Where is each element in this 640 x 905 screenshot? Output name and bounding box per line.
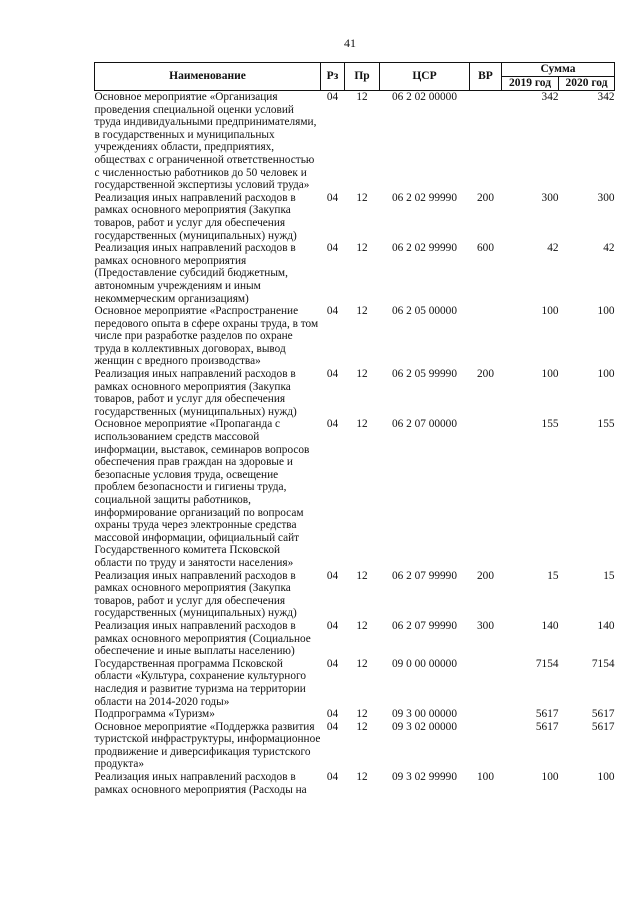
table-row [95, 620, 615, 658]
row-vr [470, 658, 502, 708]
row-vr: 200 [477, 368, 494, 381]
row-rz: 04 [326, 657, 339, 670]
row-csr: 09 3 02 00000 [392, 720, 457, 733]
row-pr: 12 [356, 368, 368, 381]
row-2020: 5617 [591, 708, 615, 721]
row-csr: 09 0 00 00000 [392, 657, 457, 670]
row-vr [470, 305, 502, 368]
row-pr: 12 [356, 771, 368, 784]
row-csr: 06 2 05 00000 [392, 305, 457, 318]
header-2019: 2019 год [502, 77, 559, 91]
row-csr: 06 2 02 99990 [392, 191, 457, 204]
row-2019: 15 [547, 569, 559, 582]
row-rz: 04 [326, 242, 339, 255]
table-row [95, 242, 615, 305]
row-csr: 09 3 00 00000 [392, 708, 457, 721]
row-vr: 600 [477, 242, 494, 255]
row-vr [470, 418, 502, 569]
row-2020: 100 [597, 771, 615, 784]
row-name: Реализация иных направлений расходов в рамках основного мероприятия (Закупка товаров, работ и услуг для обеспечения государственных (муниципальных) нужд) [94, 569, 297, 620]
row-2020: 100 [597, 305, 615, 318]
row-rz: 04 [326, 191, 339, 204]
row-rz: 04 [326, 91, 339, 103]
row-csr: 06 2 07 99990 [392, 619, 457, 632]
row-2019: 7154 [535, 657, 559, 670]
page-number: 41 [344, 36, 356, 50]
row-2020: 15 [603, 569, 615, 582]
row-name: Реализация иных направлений расходов в рамках основного мероприятия (Закупка товаров, работ и услуг для обеспечения государственных (муниципальных) нужд) [94, 368, 297, 418]
row-2019: 5617 [535, 720, 559, 733]
row-rz: 04 [326, 418, 339, 431]
row-rz: 04 [326, 771, 339, 784]
row-name: Реализация иных направлений расходов в рамках основного мероприятия (Предоставление субсидий бюджетным, автономным учреждениям и иным некоммерческим организациям) [94, 242, 296, 305]
row-pr: 12 [356, 242, 368, 255]
row-csr: 09 3 02 99990 [392, 771, 457, 784]
header-pr: Пр [345, 63, 380, 91]
row-name: Основное мероприятие «Поддержка развития туристской инфраструктуры, информационное продвижение и диверсификация туристского продукта» [94, 720, 321, 771]
row-pr: 12 [356, 305, 368, 318]
row-vr: 200 [477, 569, 494, 582]
row-pr: 12 [356, 418, 368, 431]
row-rz: 04 [326, 305, 339, 318]
row-rz: 04 [326, 708, 339, 721]
row-name: Реализация иных направлений расходов в рамках основного мероприятия (Расходы на [94, 771, 307, 796]
row-vr: 300 [477, 619, 494, 632]
row-name: Реализация иных направлений расходов в рамках основного мероприятия (Социальное обеспечение и иные выплаты населению) [94, 619, 311, 658]
row-name: Основное мероприятие «Распространение передового опыта в сфере охраны труда, в том числе при разработке разделов по охране труда в коллективных договорах, вывод женщин с вредного производства» [94, 305, 319, 368]
row-rz: 04 [326, 619, 339, 632]
header-2020: 2020 год [559, 77, 615, 91]
row-csr: 06 2 02 00000 [392, 91, 457, 103]
row-rz: 04 [326, 368, 339, 381]
row-2019: 100 [541, 305, 559, 318]
table-row [95, 368, 615, 418]
row-csr: 06 2 05 99990 [392, 368, 457, 381]
row-csr: 06 2 07 99990 [392, 569, 457, 582]
header-vr: ВР [470, 63, 502, 91]
row-name: Подпрограмма «Туризм» [94, 708, 215, 721]
row-pr: 12 [356, 619, 368, 632]
row-2019: 100 [541, 368, 559, 381]
table-row [95, 305, 615, 368]
table-row [95, 192, 615, 242]
row-2019: 300 [541, 191, 559, 204]
row-pr: 12 [356, 657, 368, 670]
row-2019: 100 [541, 771, 559, 784]
row-pr: 12 [356, 91, 368, 103]
row-2019: 140 [541, 619, 559, 632]
row-vr [470, 721, 502, 771]
table-row [95, 708, 615, 721]
row-2020: 342 [597, 91, 615, 103]
row-2019: 42 [547, 242, 559, 255]
row-pr: 12 [356, 708, 368, 721]
header-csr: ЦСР [380, 63, 470, 91]
row-name: Основное мероприятие «Организация проведения специальной оценки условий труда индивидуальными предпринимателями, в государственных и муниципальных учреждениях области, предприятиях, обществах с ограниченной ответственностью с численностью работников до 50 человек и государственной экспертизы условий труда» [94, 91, 317, 192]
row-name: Основное мероприятие «Пропаганда с использованием средств массовой информации, выставок, семинаров вопросов обеспечения прав граждан на здоровые и безопасные условия труда, освещение проблем безопасности и гигиены труда, социальной защиты работников, информирование организаций по вопросам охраны труда через электронные средства массовой информации, официальный сайт Государственного комитета Псковской области по труду и занятости населения» [94, 418, 310, 569]
budget-table [94, 62, 615, 796]
row-2020: 5617 [591, 720, 615, 733]
row-vr: 100 [477, 771, 494, 784]
row-pr: 12 [356, 191, 368, 204]
row-name: Государственная программа Псковской области «Культура, сохранение культурного наследия и развитие туризма на территории области на 2014-2020 годы» [94, 657, 306, 708]
row-2019: 155 [541, 418, 559, 431]
table-row [95, 658, 615, 708]
row-2019: 5617 [535, 708, 559, 721]
row-rz: 04 [326, 569, 339, 582]
row-2019: 342 [541, 91, 559, 103]
row-pr: 12 [356, 569, 368, 582]
row-pr: 12 [356, 720, 368, 733]
row-2020: 42 [603, 242, 615, 255]
row-csr: 06 2 02 99990 [392, 242, 457, 255]
row-2020: 155 [597, 418, 615, 431]
row-2020: 140 [597, 619, 615, 632]
row-vr [470, 708, 502, 721]
row-2020: 300 [597, 191, 615, 204]
row-2020: 100 [597, 368, 615, 381]
table-row [95, 771, 615, 796]
row-vr [470, 91, 502, 192]
row-csr: 06 2 07 00000 [392, 418, 457, 431]
header-sum: Сумма [502, 63, 615, 77]
row-name: Реализация иных направлений расходов в рамках основного мероприятия (Закупка товаров, работ и услуг для обеспечения государственных (муниципальных) нужд) [94, 191, 297, 242]
row-2020: 7154 [591, 657, 615, 670]
table-row [95, 91, 615, 192]
header-name: Наименование [95, 63, 321, 91]
table-row [95, 721, 615, 771]
row-vr: 200 [477, 191, 494, 204]
row-rz: 04 [326, 720, 339, 733]
table-row [95, 570, 615, 620]
header-rz: Рз [321, 63, 345, 91]
table-row [95, 418, 615, 569]
